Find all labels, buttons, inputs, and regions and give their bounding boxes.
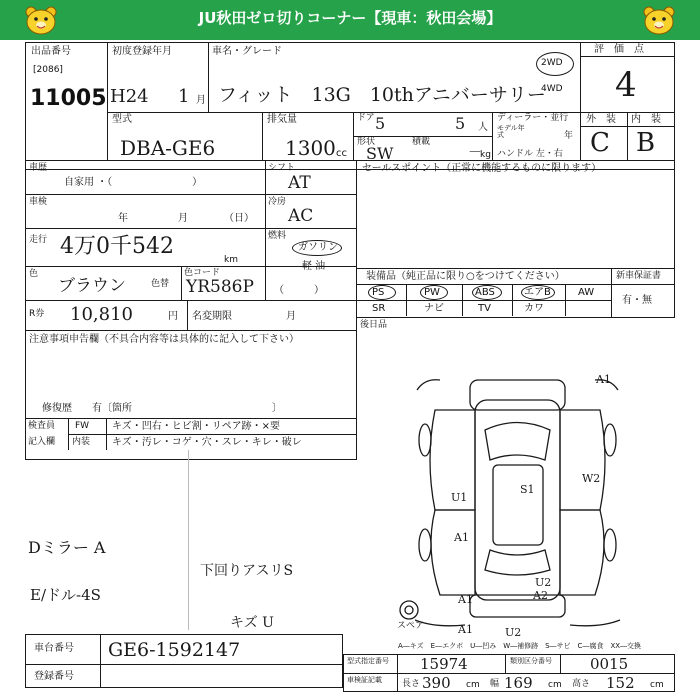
- car-damage-diagram: [395, 370, 665, 640]
- height-value: 152: [606, 674, 635, 692]
- diagram-legend: A―キズ E―エクボ U―凹み W―補修跡 S―サビ C―腐食 XX―交換: [398, 642, 642, 650]
- aircon-value: AC: [288, 206, 314, 226]
- mileage-label: 走行: [29, 235, 48, 245]
- car-label: 車名・グレード: [212, 46, 282, 57]
- equip-navi: ナビ: [424, 303, 444, 314]
- warranty-label: 新車保証書: [616, 271, 662, 281]
- drive-4wd: 4WD: [541, 84, 563, 94]
- score-value: 4: [615, 65, 637, 105]
- name-change-month: 月: [286, 311, 296, 322]
- model-value: DBA-GE6: [120, 136, 216, 160]
- load-value: －: [468, 145, 482, 161]
- equip-tv: TV: [478, 303, 491, 314]
- model-year-label: モデル年式: [497, 124, 525, 139]
- mark-u2-bottom: U2: [505, 626, 522, 639]
- equip-pw: PW: [424, 287, 440, 298]
- reg-year: H24: [110, 86, 149, 107]
- circle-pw: [420, 285, 448, 300]
- check-label-2: 記入欄: [28, 437, 56, 447]
- inspection-day: （日）: [224, 213, 254, 224]
- shift-label: シフト: [268, 163, 296, 173]
- disp-label: 排気量: [267, 114, 297, 125]
- color-change-label: 色替: [151, 279, 170, 289]
- mark-u2: U2: [535, 576, 552, 589]
- mark-a1-left: A1: [454, 531, 469, 544]
- equip-leather: カワ: [524, 303, 544, 314]
- length-unit: cm: [466, 680, 480, 690]
- recycle-label: R券: [29, 309, 45, 319]
- remark-engine: E/ドル-4S: [30, 586, 101, 604]
- aircon-label: 冷房: [268, 197, 287, 207]
- handle-label: ハンドル 左・右: [497, 149, 563, 159]
- color-code-label: 色コード: [184, 268, 221, 278]
- seats-unit: 人: [478, 122, 488, 133]
- history-label: 車歴: [29, 163, 48, 173]
- disp-unit: cc: [336, 148, 347, 159]
- plate-label: 登録番号: [34, 671, 74, 682]
- mileage-value: 4万0千542: [60, 234, 174, 259]
- seat-label: 後日品: [360, 320, 388, 330]
- check-ext-items: キズ・凹右・ヒビ割・リペア跡・×要: [112, 421, 280, 432]
- color-code: YR586P: [186, 277, 254, 297]
- int-label: 内 装: [631, 114, 661, 125]
- warranty-value: 有・無: [622, 295, 652, 306]
- height-label: 高さ: [572, 679, 591, 689]
- name-change-label: 名変期限: [192, 311, 232, 322]
- width-value: 169: [504, 674, 533, 692]
- recycle-unit: 円: [168, 311, 178, 322]
- seats-value: 5: [455, 114, 466, 133]
- recycle-value: 10,810: [70, 304, 133, 325]
- equip-airbag: エアB: [524, 287, 551, 298]
- mark-a1-rear: A1: [458, 593, 473, 606]
- circle-abs: [472, 285, 502, 300]
- lot-label: 出品番号: [31, 46, 71, 57]
- model-year-unit: 年: [564, 131, 574, 141]
- check-int-tag: 内装: [72, 437, 91, 447]
- disp-value: 1300: [285, 136, 336, 160]
- banner-title: JU秋田ゼロ切りコーナー【現車：秋田会場】: [198, 9, 502, 27]
- mark-u1: U1: [451, 491, 468, 504]
- equip-sr: SR: [372, 303, 386, 314]
- mark-s1: S1: [520, 483, 535, 496]
- dim-label: 車検証記載: [347, 676, 382, 684]
- check-int-items: キズ・汚レ・コゲ・穴・スレ・キレ・破レ: [112, 437, 302, 448]
- equip-ps: PS: [372, 287, 385, 298]
- reg-month-unit: 月: [196, 95, 206, 106]
- body-label: 形状: [357, 137, 376, 147]
- load-label: 積載: [412, 137, 431, 147]
- inspection-year: 年: [118, 213, 128, 224]
- drive-2wd: 2WD: [541, 58, 563, 68]
- fuel-label: 燃料: [268, 231, 287, 241]
- mark-a2: A2: [533, 589, 548, 602]
- shift-value: AT: [288, 173, 311, 193]
- model-label: 型式: [112, 114, 132, 125]
- ext-label: 外 装: [586, 114, 616, 125]
- equip-aw: AW: [578, 287, 595, 298]
- sales-label: セールスポイント（正常に機能するものに限ります）: [362, 163, 602, 174]
- width-unit: cm: [548, 680, 562, 690]
- doors-label: ドア: [357, 113, 375, 123]
- load-unit: kg: [480, 150, 491, 160]
- mileage-unit: km: [224, 255, 238, 265]
- color-value: ブラウン: [58, 276, 126, 296]
- length-value: 390: [422, 674, 451, 692]
- width-label: 幅: [490, 679, 500, 689]
- frame-value: GE6-1592147: [108, 639, 241, 661]
- type-label: 型式指定番号: [347, 657, 389, 665]
- fuel-other: （ ）: [274, 285, 324, 296]
- ext-grade: C: [590, 128, 610, 158]
- int-grade: B: [636, 128, 656, 158]
- circle-airbag: [521, 285, 555, 300]
- check-label-1: 検査員: [28, 421, 56, 431]
- length-label: 長さ: [402, 679, 421, 689]
- car-name: フィット 13G 10thアニバーサリー: [218, 84, 546, 106]
- spare-label: スペア: [397, 621, 425, 631]
- mark-a1-front: A1: [596, 373, 611, 386]
- equip-abs: ABS: [475, 287, 495, 298]
- remark-scratch: キズ U: [230, 615, 274, 631]
- circle-ps: [368, 285, 396, 300]
- score-label: 評 価 点: [594, 44, 644, 55]
- type-value: 15974: [420, 655, 468, 673]
- color-label: 色: [29, 269, 39, 279]
- body-value: SW: [366, 144, 394, 163]
- repair-history: 修復歴 有〔箇所 〕: [42, 403, 282, 414]
- equip-label: 装備品（純正品に限り○をつけてください）: [366, 271, 565, 282]
- remark-mirror: Dミラー A: [28, 538, 106, 557]
- notes-label: 注意事項申告欄（不具合内容等は具体的に記入して下さい）: [29, 334, 299, 345]
- remark-underbody: 下回りアスリS: [200, 563, 294, 579]
- mark-a1-bottom: A1: [458, 623, 473, 636]
- reg-month: 1: [178, 86, 190, 107]
- dealer-label: ディーラー・並行: [497, 113, 569, 123]
- lot-code: [2086]: [33, 65, 63, 75]
- doors-value: 5: [375, 114, 386, 133]
- mark-w2: W2: [582, 472, 601, 485]
- class-label: 類別区分番号: [510, 657, 552, 665]
- check-ext-tag: FW: [75, 421, 90, 431]
- fuel-gasoline: ガソリン: [298, 242, 338, 253]
- lot-number: 11005: [30, 86, 107, 111]
- frame-label: 車台番号: [34, 643, 74, 654]
- history-value: 自家用 ・（ ）: [64, 177, 203, 188]
- inspection-label: 車検: [29, 197, 48, 207]
- fuel-diesel: 軽 油: [302, 261, 326, 272]
- class-value: 0015: [590, 655, 629, 673]
- reg-label: 初度登録年月: [112, 46, 172, 57]
- inspection-month: 月: [178, 213, 188, 224]
- height-unit: cm: [650, 680, 664, 690]
